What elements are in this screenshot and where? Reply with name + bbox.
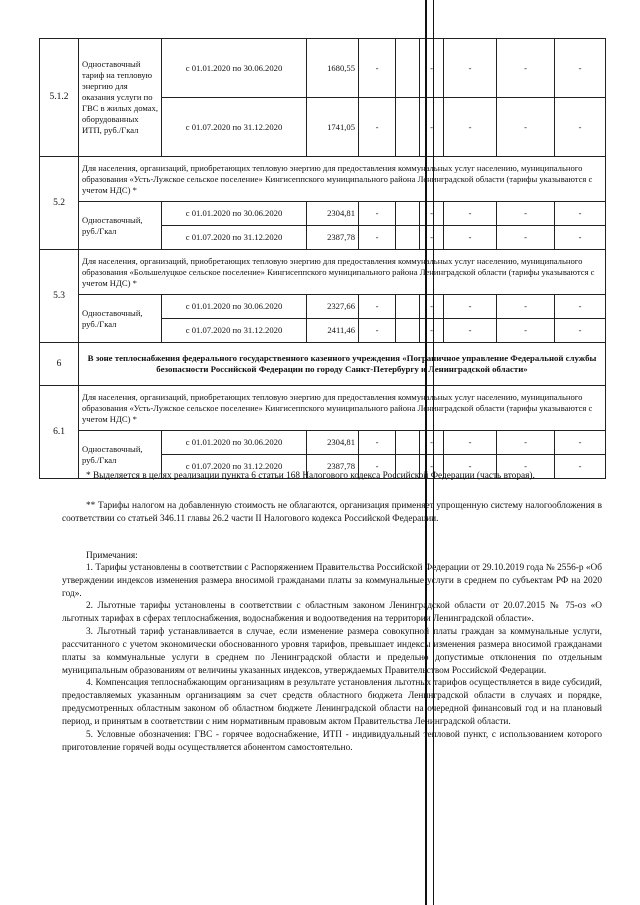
empty-cell: [396, 39, 420, 98]
section-heading: Для населения, организаций, приобретающих тепловую энергию для предоставления коммунальных услуг населению, муниципального образования «Усть-Лужское сельское поселение» Кингисеппского муниципального района Ленинградской области (тарифы указываются с учетом НДС) *: [79, 157, 606, 202]
tariff-value: 2387,78: [307, 226, 359, 250]
empty-cell: [396, 202, 420, 226]
scan-artifact-line: [425, 0, 427, 905]
dash-cell: -: [555, 455, 606, 479]
tariff-table: [39, 38, 606, 479]
dash-cell: -: [444, 431, 497, 455]
dash-cell: -: [359, 431, 396, 455]
tariff-value: 2387,78: [307, 455, 359, 479]
footnote-text: * Выделяется в целях реализации пункта 6 статьи 168 Налогового кодекса Российской Федерации (часть вторая).: [86, 471, 535, 481]
dash-cell: -: [359, 39, 396, 98]
dash-cell: -: [420, 455, 444, 479]
dash-cell: -: [420, 226, 444, 250]
dash-cell: -: [420, 319, 444, 343]
dash-cell: -: [497, 202, 555, 226]
footnote-tax-exempt: [62, 500, 602, 526]
dash-cell: -: [555, 295, 606, 319]
dash-cell: -: [444, 39, 497, 98]
dash-cell: -: [555, 98, 606, 157]
footnote-vat: [62, 470, 602, 483]
row-number: 5.2: [40, 157, 79, 250]
dash-cell: -: [359, 98, 396, 157]
scan-artifact-line: [433, 0, 434, 905]
period-cell: с 01.07.2020 по 31.12.2020: [162, 319, 307, 343]
tariff-label: Одноставочный, руб./Гкал: [79, 295, 162, 343]
tariff-value: 2304,81: [307, 202, 359, 226]
table-row: [40, 295, 606, 319]
note-item: 4. Компенсация теплоснабжающим организациям в результате установления льготных тарифов осуществляется в виде субсидий, предоставляемых указанным организациям за счет средств областного бюджета Ленинградской области в случаях и порядке, предусмотренных областным законом об областном бюджете Ленинградской области на очередной финансовый год и на плановый период, и принятым в соответствии с ним нормативным правовым актом Правительства Ленинградской области.: [62, 678, 602, 727]
dash-cell: -: [497, 455, 555, 479]
row-number: 5.3: [40, 250, 79, 343]
dash-cell: -: [555, 39, 606, 98]
period-cell: с 01.01.2020 по 30.06.2020: [162, 431, 307, 455]
dash-cell: -: [359, 226, 396, 250]
row-number: 6: [40, 343, 79, 386]
notes-list: [62, 562, 602, 754]
dash-cell: -: [359, 319, 396, 343]
dash-cell: -: [497, 98, 555, 157]
period-cell: с 01.01.2020 по 30.06.2020: [162, 39, 307, 98]
row-number: 5.1.2: [40, 39, 79, 157]
footnote-text: ** Тарифы налогом на добавленную стоимость не облагаются, организация применяет упрощенную систему налогообложения в соответствии со статьей 346.11 главы 26.2 части II Налогового кодекса Российской Федерации.: [62, 501, 602, 524]
tariff-value: 2304,81: [307, 431, 359, 455]
tariff-label: Одноставочный, руб./Гкал: [79, 431, 162, 479]
note-item: 3. Льготный тариф устанавливается в случае, если изменение размера совокупной платы граждан за коммунальные услуги, рассчитанного с учетом экономически обоснованного уровня тарифов, превышает индексы изменения размера вносимой гражданами платы за коммунальные услуги в среднем по Ленинградской области и предельно допустимые отклонения по отдельным муниципальным образованиям от величины указанных индексов, утверждаемых Правительством Российской Федерации.: [62, 627, 602, 676]
tariff-value: 1680,55: [307, 39, 359, 98]
tariff-description: Одноставочный тариф на тепловую энергию для оказания услуги по ГВС в жилых домах, оборудованных ИТП, руб./Гкал: [79, 39, 162, 157]
notes-title: Примечания:: [86, 551, 138, 561]
dash-cell: -: [444, 98, 497, 157]
dash-cell: -: [497, 319, 555, 343]
dash-cell: -: [555, 226, 606, 250]
dash-cell: -: [497, 431, 555, 455]
empty-cell: [396, 226, 420, 250]
dash-cell: -: [359, 295, 396, 319]
note-item: 5. Условные обозначения: ГВС - горячее водоснабжение, ИТП - индивидуальный тепловой пункт, с использованием которого приготовление горячей воды осуществляется абонентом самостоятельно.: [62, 729, 602, 753]
row-number: 6.1: [40, 386, 79, 479]
tariff-value: 2327,66: [307, 295, 359, 319]
period-cell: с 01.07.2020 по 31.12.2020: [162, 455, 307, 479]
dash-cell: -: [497, 226, 555, 250]
dash-cell: -: [444, 455, 497, 479]
dash-cell: -: [444, 319, 497, 343]
table-row: [40, 202, 606, 226]
dash-cell: -: [359, 455, 396, 479]
table-row: [40, 343, 606, 386]
dash-cell: -: [420, 431, 444, 455]
note-item: 2. Льготные тарифы установлены в соответствии с областным законом Ленинградской области от 20.07.2015 № 75-оз «О льготных тарифах в сферах теплоснабжения, водоснабжения и водоотведения на территории Ленинградской области».: [62, 601, 602, 625]
notes-title-block: [62, 550, 602, 563]
tariff-value: 1741,05: [307, 98, 359, 157]
table-row: [40, 250, 606, 295]
table-row: [40, 386, 606, 431]
table-row: [40, 431, 606, 455]
tariff-label: Одноставочный, руб./Гкал: [79, 202, 162, 250]
dash-cell: -: [420, 98, 444, 157]
period-cell: с 01.07.2020 по 31.12.2020: [162, 98, 307, 157]
section-heading: Для населения, организаций, приобретающих тепловую энергию для предоставления коммунальных услуг населению, муниципального образования «Большелуцкое сельское поселение» Кингисеппского муниципального района Ленинградской области (тарифы указываются с учетом НДС) *: [79, 250, 606, 295]
dash-cell: -: [444, 295, 497, 319]
dash-cell: -: [420, 39, 444, 98]
dash-cell: -: [497, 39, 555, 98]
tariff-value: 2411,46: [307, 319, 359, 343]
dash-cell: -: [497, 295, 555, 319]
empty-cell: [396, 295, 420, 319]
dash-cell: -: [555, 202, 606, 226]
dash-cell: -: [444, 202, 497, 226]
period-cell: с 01.01.2020 по 30.06.2020: [162, 295, 307, 319]
dash-cell: -: [420, 202, 444, 226]
table-row: [40, 157, 606, 202]
dash-cell: -: [444, 226, 497, 250]
section-heading: Для населения, организаций, приобретающих тепловую энергию для предоставления коммунальных услуг населению, муниципального образования «Усть-Лужское сельское поселение» Кингисеппского муниципального района Ленинградской области (тарифы указываются с учетом НДС) *: [79, 386, 606, 431]
table-row: [40, 39, 606, 98]
zone-heading: В зоне теплоснабжения федерального государственного казенного учреждения «Пограничное управление Федеральной службы безопасности Российской Федерации по городу Санкт-Петербургу и Ленинградской области»: [79, 343, 606, 386]
dash-cell: -: [555, 431, 606, 455]
period-cell: с 01.07.2020 по 31.12.2020: [162, 226, 307, 250]
empty-cell: [396, 431, 420, 455]
note-item: 1. Тарифы установлены в соответствии с Распоряжением Правительства Российской Федерации от 29.10.2019 года № 2556-р «Об утверждении индексов изменения размера вносимой гражданами платы за коммунальные услуги в среднем по субъектам РФ на 2020 год».: [62, 563, 602, 599]
dash-cell: -: [420, 295, 444, 319]
period-cell: с 01.01.2020 по 30.06.2020: [162, 202, 307, 226]
dash-cell: -: [359, 202, 396, 226]
empty-cell: [396, 98, 420, 157]
empty-cell: [396, 319, 420, 343]
dash-cell: -: [555, 319, 606, 343]
